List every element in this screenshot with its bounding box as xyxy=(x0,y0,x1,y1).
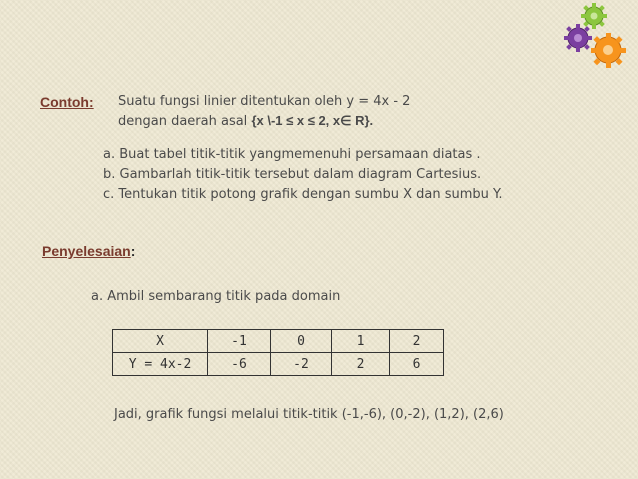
table-row xyxy=(113,353,444,376)
table-cell: X xyxy=(113,330,208,353)
step-a-text: a. Ambil sembarang titik pada domain xyxy=(91,289,341,304)
solution-heading xyxy=(42,243,135,259)
table-cell: Y = 4x-2 xyxy=(113,353,208,376)
solution-colon: : xyxy=(130,243,136,259)
conclusion-text: Jadi, grafik fungsi melalui titik-titik (-1,-6), (0,-2), (1,2), (2,6) xyxy=(114,407,504,422)
task-c: c. Tentukan titik potong grafik dengan sumbu X dan sumbu Y. xyxy=(103,187,503,202)
gears-decoration-icon xyxy=(556,0,638,75)
values-table xyxy=(112,329,444,376)
domain-prefix: dengan daerah asal xyxy=(118,114,248,129)
green-gear-icon xyxy=(581,3,607,29)
example-line-1: Suatu fungsi linier ditentukan oleh y = 4x - 2 xyxy=(118,94,411,109)
table-row xyxy=(113,330,444,353)
task-a: a. Buat tabel titik-titik yangmemenuhi persamaan diatas . xyxy=(103,147,481,162)
task-b: b. Gambarlah titik-titik tersebut dalam diagram Cartesius. xyxy=(103,167,482,182)
table-cell: 0 xyxy=(271,330,332,353)
table-cell: 1 xyxy=(332,330,390,353)
example-line-2 xyxy=(118,113,373,129)
table-cell: 2 xyxy=(390,330,444,353)
table-cell: -1 xyxy=(208,330,271,353)
table-cell: -6 xyxy=(208,353,271,376)
table-cell: 2 xyxy=(332,353,390,376)
solution-label: Penyelesaian xyxy=(42,243,131,259)
orange-gear-icon xyxy=(591,33,626,68)
domain-set: {x \-1 ≤ x ≤ 2, x∈ R}. xyxy=(251,113,374,128)
example-label: Contoh: xyxy=(40,94,94,110)
purple-gear-icon xyxy=(564,24,592,52)
table-cell: -2 xyxy=(271,353,332,376)
table-cell: 6 xyxy=(390,353,444,376)
